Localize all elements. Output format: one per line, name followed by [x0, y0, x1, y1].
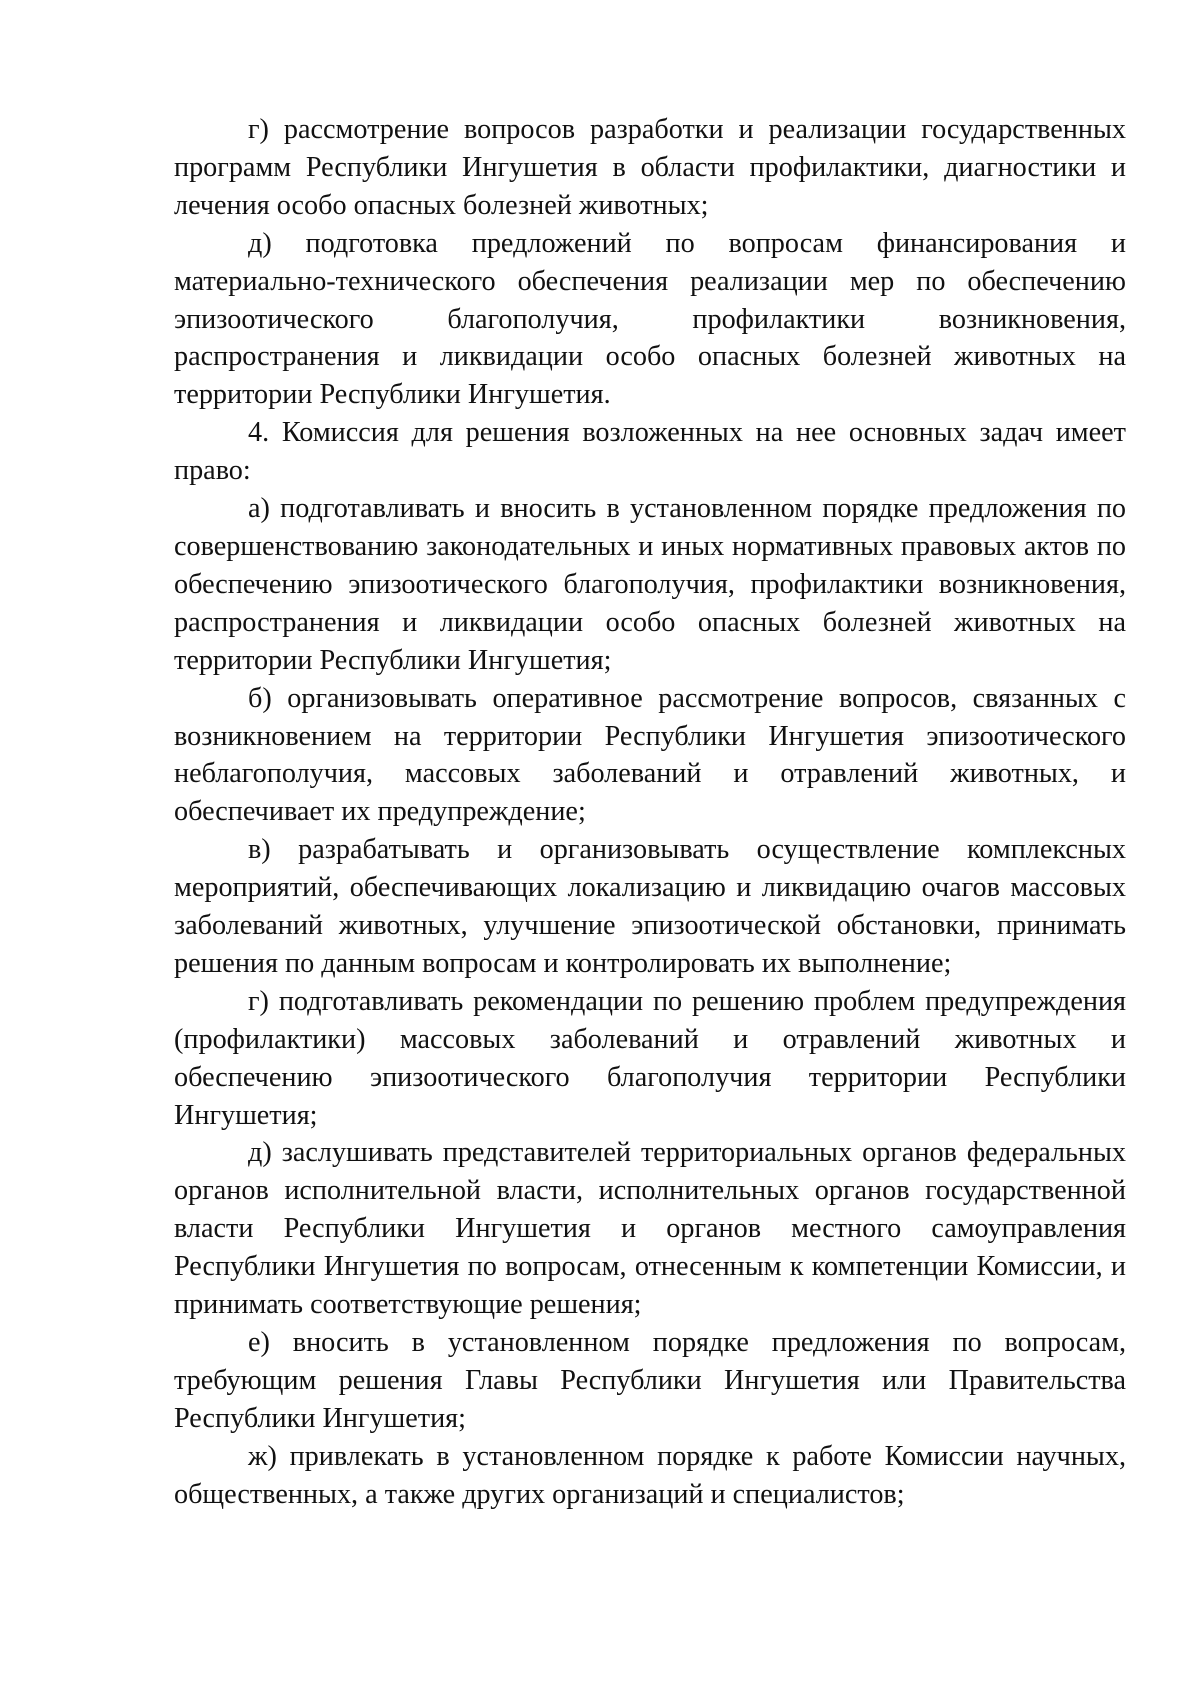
- paragraph-e-submit-proposals: е) вносить в установленном порядке предложения по вопросам, требующим решения Главы Республики Ингушетия или Правительства Республики Ингушетия;: [174, 1327, 1126, 1434]
- paragraph-zh-involve-organizations: ж) привлекать в установленном порядке к работе Комиссии научных, общественных, а также других организаций и специалистов;: [174, 1440, 1126, 1510]
- paragraph-a-prepare-proposals: а) подготавливать и вносить в установленном порядке предложения по совершенствованию законодательных и иных нормативных правовых актов по обеспечению эпизоотического благополучия, профилактики возникновения, распространения и ликвидации особо опасных болезней животных на территории Республики Ингушетия;: [174, 493, 1126, 676]
- paragraph-v-develop-measures: в) разрабатывать и организовывать осуществление комплексных мероприятий, обеспечивающих локализацию и ликвидацию очагов массовых заболеваний животных, улучшение эпизоотической обстановки, принимать решения по данным вопросам и контролировать их выполнение;: [174, 834, 1126, 979]
- paragraph-d-proposals-financing: д) подготовка предложений по вопросам финансирования и материально-технического обеспечения реализации мер по обеспечению эпизоотического благополучия, профилактики возникновения, распространения и ликвидации особо опасных болезней животных на территории Республики Ингушетия.: [174, 227, 1126, 411]
- paragraph-g-consideration: г) рассмотрение вопросов разработки и реализации государственных программ Республики Ингушетия в области профилактики, диагностики и лечения особо опасных болезней животных;: [174, 114, 1126, 221]
- paragraph-4-commission-rights: 4. Комиссия для решения возложенных на нее основных задач имеет право:: [174, 417, 1126, 487]
- document-page: [174, 111, 1126, 1514]
- paragraph-b-organize-review: б) организовывать оперативное рассмотрение вопросов, связанных с возникновением на территории Республики Ингушетия эпизоотического неблагополучия, массовых заболеваний и отравлений животных, и обеспечивает их предупреждение;: [174, 682, 1126, 828]
- paragraph-g-recommendations: г) подготавливать рекомендации по решению проблем предупреждения (профилактики) массовых заболеваний и отравлений животных и обеспечению эпизоотического благополучия территории Республики Ингушетия;: [174, 985, 1126, 1131]
- paragraph-d-hear-representatives: д) заслушивать представителей территориальных органов федеральных органов исполнительной власти, исполнительных органов государственной власти Республики Ингушетия и органов местного самоуправления Республики Ингушетия по вопросам, отнесенным к компетенции Комиссии, и принимать соответствующие решения;: [174, 1137, 1126, 1321]
